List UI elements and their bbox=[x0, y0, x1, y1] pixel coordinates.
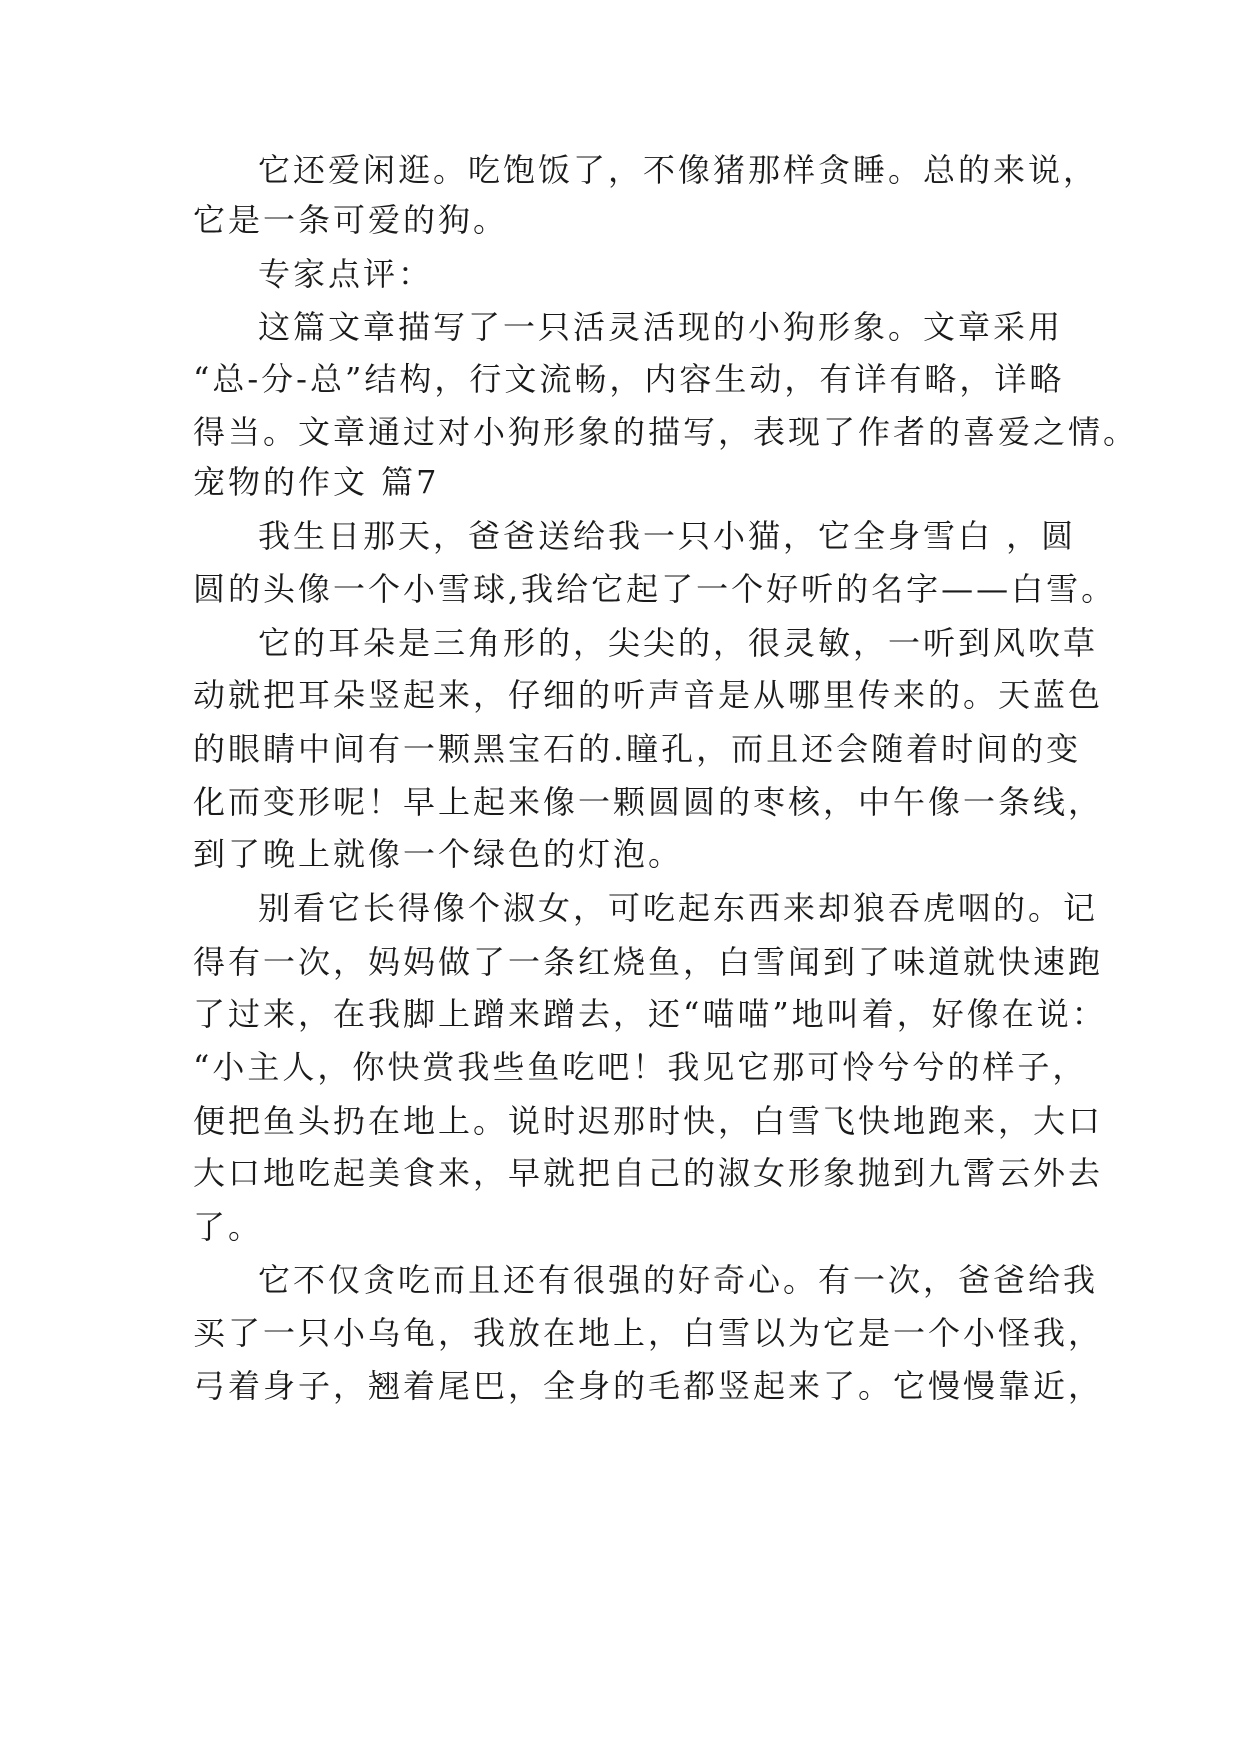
paragraph-line: 便把鱼头扔在地上。说时迟那时快，白雪飞快地跑来，大口 bbox=[193, 1102, 1104, 1140]
paragraph-line: 圆的头像一个小雪球,我给它起了一个好听的名字——白雪。 bbox=[193, 570, 1117, 608]
paragraph-line: 化而变形呢！早上起来像一颗圆圆的枣核，中午像一条线， bbox=[193, 783, 1104, 821]
paragraph-line: 买了一只小乌龟，我放在地上，白雪以为它是一个小怪我， bbox=[193, 1314, 1104, 1352]
paragraph-line: 了。 bbox=[193, 1208, 264, 1246]
paragraph-line: 专家点评： bbox=[258, 255, 434, 293]
paragraph-line: “总-分-总”结构，行文流畅，内容生动，有详有略，详略 bbox=[193, 360, 1065, 398]
paragraph-line: 的眼睛中间有一颗黑宝石的.瞳孔，而且还会随着时间的变 bbox=[193, 730, 1082, 768]
paragraph-line: 它不仅贪吃而且还有很强的好奇心。有一次，爸爸给我 bbox=[258, 1261, 1099, 1299]
paragraph-line: 了过来，在我脚上蹭来蹭去，还“喵喵”地叫着，好像在说： bbox=[193, 995, 1107, 1033]
paragraph-line: 得有一次，妈妈做了一条红烧鱼，白雪闻到了味道就快速跑 bbox=[193, 943, 1104, 981]
paragraph-line: 我生日那天，爸爸送给我一只小猫，它全身雪白 ，圆 bbox=[258, 517, 1077, 555]
paragraph-line: 别看它长得像个淑女，可吃起东西来却狼吞虎咽的。记 bbox=[258, 889, 1099, 927]
paragraph-line: 得当。文章通过对小狗形象的描写，表现了作者的喜爱之情。 bbox=[193, 413, 1139, 451]
paragraph-line: 这篇文章描写了一只活灵活现的小狗形象。文章采用 bbox=[258, 308, 1064, 346]
paragraph-line: 弓着身子，翘着尾巴，全身的毛都竖起来了。它慢慢靠近， bbox=[193, 1367, 1104, 1405]
paragraph-line: “小主人，你快赏我些鱼吃吧！我见它那可怜兮兮的样子， bbox=[193, 1048, 1088, 1086]
paragraph-line: 它还爱闲逛。吃饱饭了，不像猪那样贪睡。总的来说， bbox=[258, 151, 1099, 189]
section-heading: 宠物的作文 篇7 bbox=[193, 463, 440, 501]
paragraph-line: 到了晚上就像一个绿色的灯泡。 bbox=[193, 835, 684, 873]
paragraph-line: 大口地吃起美食来，早就把自己的淑女形象抛到九霄云外去 bbox=[193, 1154, 1104, 1192]
paragraph-line: 它的耳朵是三角形的，尖尖的，很灵敏，一听到风吹草 bbox=[258, 624, 1099, 662]
paragraph-line: 动就把耳朵竖起来，仔细的听声音是从哪里传来的。天蓝色 bbox=[193, 676, 1104, 714]
paragraph-line: 它是一条可爱的狗。 bbox=[193, 201, 509, 239]
